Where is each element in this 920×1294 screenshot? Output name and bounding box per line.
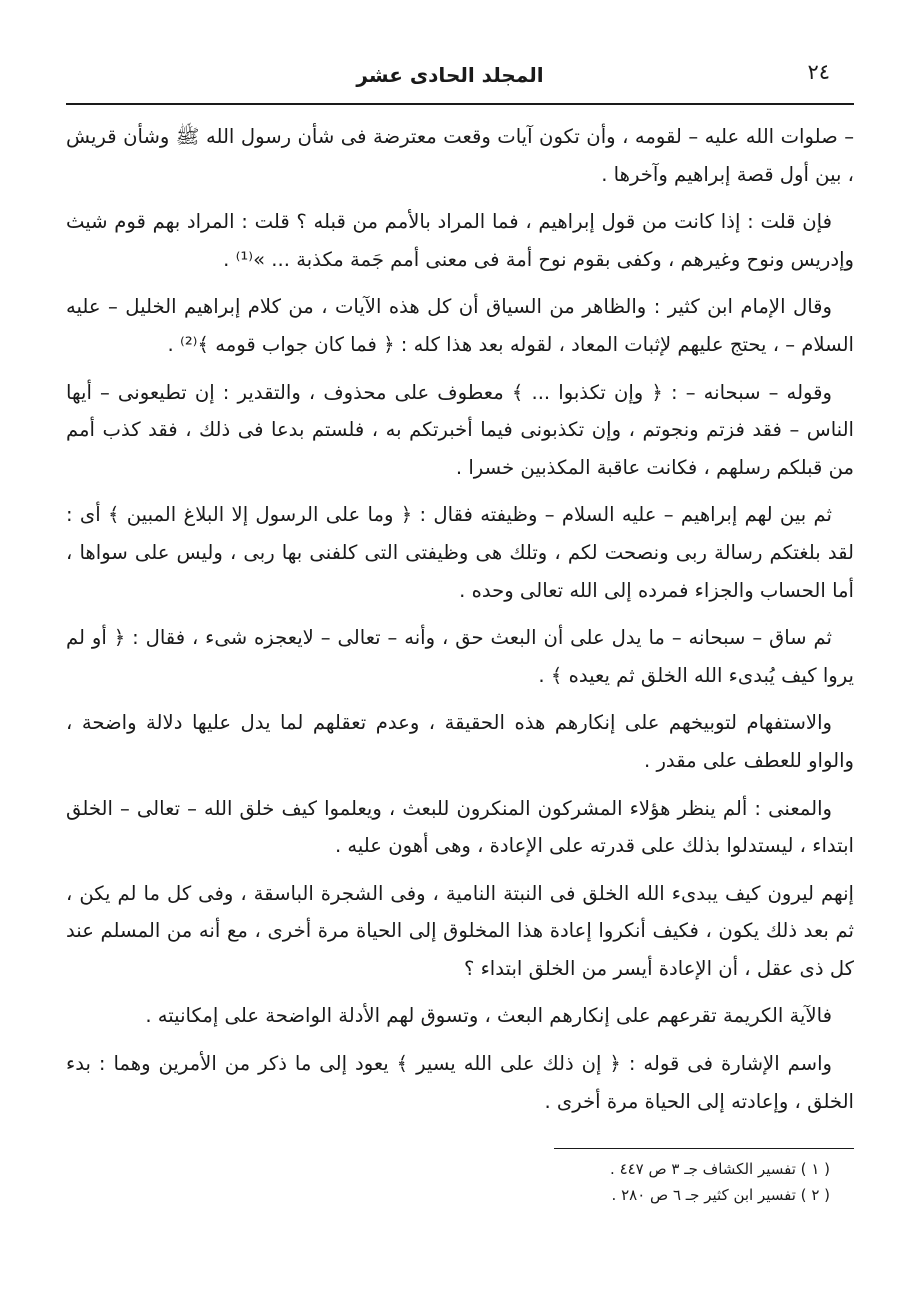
page-number: ٢٤ xyxy=(807,60,830,84)
paragraph: وقوله – سبحانه – : ﴿ وإن تكذبوا ... ﴾ معطوف على محذوف ، والتقدير : إن تطيعونى – أيها الناس – فقد فزتم ونجوتم ، وإن تكذبونى فيما أخبرتكم به ، فلستم بدعا فى ذلك ، فقد كذب أمم من قبلكم رسلهم ، فكانت عاقبة المكذبين خسرا . xyxy=(66,380,854,479)
paragraph: فالآية الكريمة تقرعهم على إنكارهم البعث ، وتسوق لهم الأدلة الواضحة على إمكانيته . xyxy=(145,1004,832,1028)
paragraph: ثم بين لهم إبراهيم – عليه السلام – وظيفته فقال : ﴿ وما على الرسول إلا البلاغ المبين ﴾ أى : لقد بلغتكم رسالة ربى ونصحت لكم ، وتلك هى وظيفتى التى كلفنى بها ربى ، وليس على سواها ، أما الحساب والجزاء فمرده إلى الله تعالى وحده . xyxy=(66,503,854,602)
footnote: ( ١ ) تفسير الكشاف جـ ٣ ص ٤٤٧ . xyxy=(610,1160,830,1178)
footnote-divider xyxy=(554,1148,854,1149)
paragraph: ثم ساق – سبحانه – ما يدل على أن البعث حق ، وأنه – تعالى – لايعجزه شىء ، فقال : ﴿ أو لم يروا كيف يُبدىء الله الخلق ثم يعيده ﴾ . xyxy=(66,626,854,687)
paragraph: والمعنى : ألم ينظر هؤلاء المشركون المنكرون للبعث ، ويعلموا كيف خلق الله – تعالى – الخلق ابتداء ، ليستدلوا بذلك على قدرته على الإعادة ، وهى أهون عليه . xyxy=(66,796,854,858)
running-header xyxy=(70,58,830,92)
footnote: ( ٢ ) تفسير ابن كثير جـ ٦ ص ٢٨٠ . xyxy=(611,1186,830,1204)
footnotes xyxy=(60,1156,830,1208)
body-text xyxy=(66,118,854,1130)
paragraph: وقال الإمام ابن كثير : والظاهر من السياق أن كل هذه الآيات ، من كلام إبراهيم الخليل – عليه السلام – ، يحتج عليهم لإثبات المعاد ، لقوله بعد هذا كله : ﴿ فما كان جواب قومه ﴾⁽²⁾ . xyxy=(66,295,854,356)
paragraph: فإن قلت : إذا كانت من قول إبراهيم ، فما المراد بالأمم من قبله ؟ قلت : المراد بهم قوم شيث وإدريس ونوح وغيرهم ، وكفى بقوم نوح أمة فى معنى أمم جَمة مكذبة ... »⁽¹⁾ . xyxy=(66,210,854,271)
paragraph: – صلوات الله عليه – لقومه ، وأن تكون آيات وقعت معترضة فى شأن رسول الله ﷺ وشأن قريش ، بين أول قصة إبراهيم وآخرها . xyxy=(66,125,854,186)
paragraph: واسم الإشارة فى قوله : ﴿ إن ذلك على الله يسير ﴾ يعود إلى ما ذكر من الأمرين وهما : بدء الخلق ، وإعادته إلى الحياة مرة أخرى . xyxy=(66,1052,854,1113)
paragraph: إنهم ليرون كيف يبدىء الله الخلق فى النبتة النامية ، وفى الشجرة الباسقة ، وفى كل ما لم يكن ، ثم بعد ذلك يكون ، فكيف أنكروا إعادة هذا المخلوق إلى الحياة مرة أخرى ، مع أنه من المسلم عند كل ذى عقل ، أن الإعادة أيسر من الخلق ابتداء ؟ xyxy=(66,881,854,980)
paragraph: والاستفهام لتوبيخهم على إنكارهم هذه الحقيقة ، وعدم تعقلهم لما يدل عليها دلالة واضحة ، والواو للعطف على مقدر . xyxy=(66,711,854,772)
header-divider xyxy=(66,103,854,105)
volume-title: المجلد الحادى عشر xyxy=(356,63,544,87)
